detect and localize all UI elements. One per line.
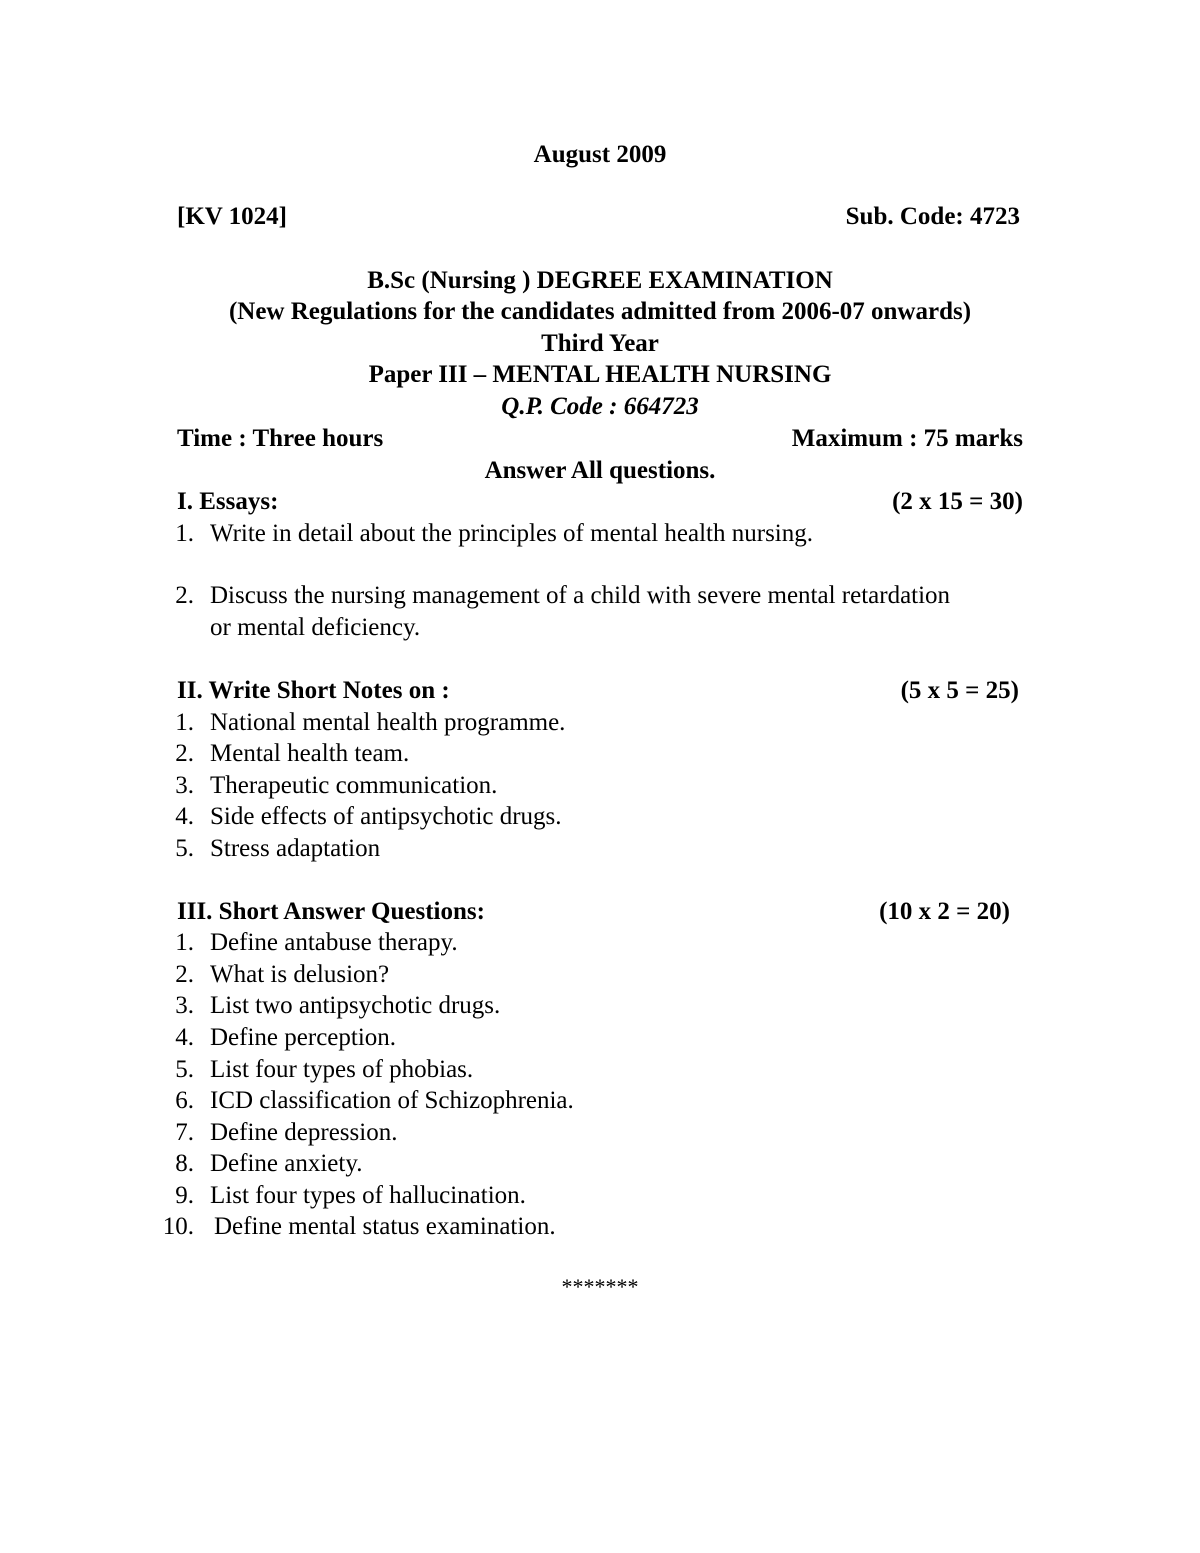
question-item — [160, 1118, 1040, 1148]
question-text: List two antipsychotic drugs. — [210, 992, 501, 1019]
question-text: Define depression. — [210, 1119, 398, 1146]
exam-date: August 2009 — [533, 141, 667, 168]
question-item — [160, 1212, 1040, 1242]
question-number: 5. — [175, 835, 194, 862]
regulations-note: (New Regulations for the candidates admitted from 2006-07 onwards) — [228, 298, 972, 325]
subject-code: Sub. Code: 4723 — [845, 203, 1020, 230]
question-number: 7. — [175, 1119, 194, 1146]
question-item — [160, 1023, 1040, 1053]
question-number: 2. — [175, 961, 194, 988]
time-allowed: Time : Three hours — [177, 425, 384, 452]
question-number: 1. — [175, 520, 194, 547]
question-number: 4. — [175, 1024, 194, 1051]
question-text: Define anxiety. — [210, 1150, 363, 1177]
question-number: 10. — [162, 1213, 194, 1240]
question-item — [160, 581, 1040, 611]
question-number: 3. — [175, 992, 194, 1019]
question-text: Define antabuse therapy. — [210, 929, 458, 956]
question-item — [160, 834, 1040, 864]
question-text: What is delusion? — [210, 961, 390, 988]
question-item-continuation — [160, 613, 1040, 643]
question-number: 2. — [175, 582, 194, 609]
degree-title: B.Sc (Nursing ) DEGREE EXAMINATION — [367, 267, 833, 294]
question-item — [160, 991, 1040, 1021]
question-text: National mental health programme. — [210, 709, 566, 736]
question-number: 6. — [175, 1087, 194, 1114]
question-item — [160, 708, 1040, 738]
qp-code: Q.P. Code : 664723 — [501, 393, 699, 420]
question-item — [160, 771, 1040, 801]
section-marks: (5 x 5 = 25) — [900, 677, 1019, 704]
question-text: Write in detail about the principles of mental health nursing. — [210, 520, 813, 547]
section-title: III. Short Answer Questions: — [177, 898, 485, 925]
question-text: ICD classification of Schizophrenia. — [210, 1087, 574, 1114]
question-text: or mental deficiency. — [210, 614, 421, 641]
question-text: Define mental status examination. — [214, 1213, 556, 1240]
section-marks: (10 x 2 = 20) — [879, 898, 1010, 925]
question-item — [160, 1086, 1040, 1116]
question-text: List four types of phobias. — [210, 1056, 474, 1083]
question-item — [160, 802, 1040, 832]
question-item — [160, 519, 1040, 549]
maximum-marks: Maximum : 75 marks — [791, 425, 1023, 452]
year-label: Third Year — [541, 330, 659, 357]
question-item — [160, 1055, 1040, 1085]
question-number: 1. — [175, 709, 194, 736]
question-item — [160, 1149, 1040, 1179]
end-of-paper-marker: ******* — [561, 1274, 639, 1299]
paper-code: [KV 1024] — [177, 203, 287, 230]
question-number: 3. — [175, 772, 194, 799]
question-text: Define perception. — [210, 1024, 397, 1051]
question-text: Mental health team. — [210, 740, 410, 767]
instruction: Answer All questions. — [484, 457, 716, 484]
question-number: 5. — [175, 1056, 194, 1083]
question-number: 1. — [175, 929, 194, 956]
question-item — [160, 928, 1040, 958]
section-marks: (2 x 15 = 30) — [892, 488, 1023, 515]
question-text: List four types of hallucination. — [210, 1182, 526, 1209]
question-item — [160, 739, 1040, 769]
question-text: Side effects of antipsychotic drugs. — [210, 803, 562, 830]
question-text: Discuss the nursing management of a child with severe mental retardation — [210, 582, 951, 609]
paper-title: Paper III – MENTAL HEALTH NURSING — [368, 361, 832, 388]
question-number: 4. — [175, 803, 194, 830]
question-number: 8. — [175, 1150, 194, 1177]
question-item — [160, 1181, 1040, 1211]
question-text: Stress adaptation — [210, 835, 381, 862]
question-item — [160, 960, 1040, 990]
section-title: I. Essays: — [177, 488, 279, 515]
section-title: II. Write Short Notes on : — [177, 677, 450, 704]
question-text: Therapeutic communication. — [210, 772, 498, 799]
question-number: 9. — [175, 1182, 194, 1209]
question-number: 2. — [175, 740, 194, 767]
